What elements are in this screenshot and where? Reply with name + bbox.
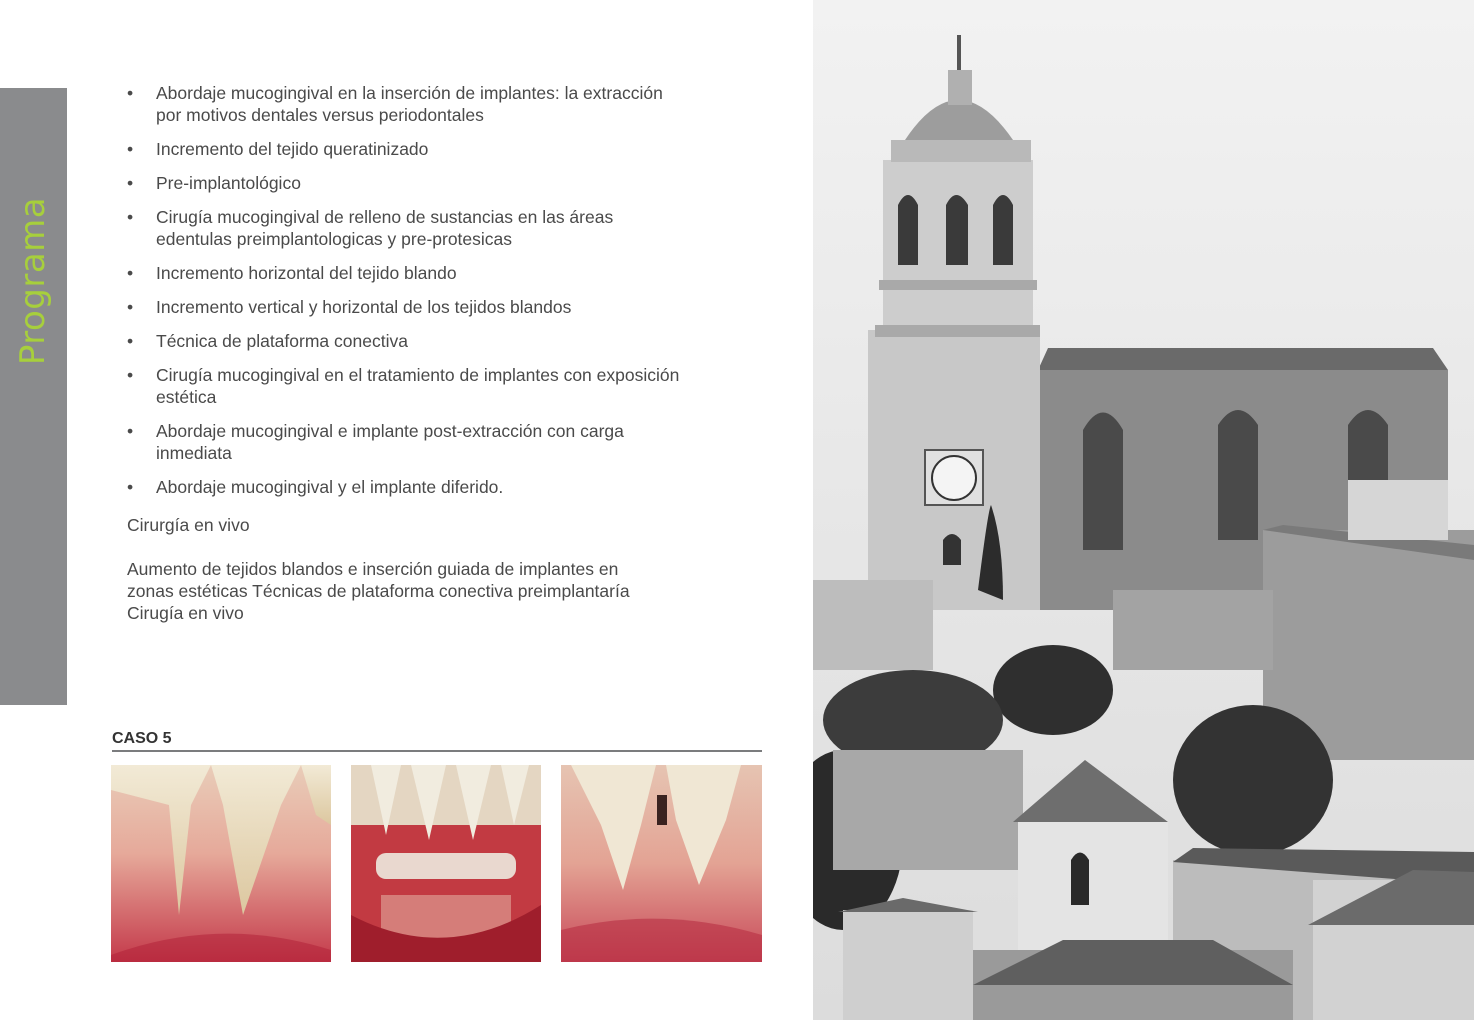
bullet-icon: • xyxy=(127,477,134,497)
case-photo-surgery xyxy=(351,765,541,962)
case-title: CASO 5 xyxy=(112,730,172,747)
bullet-icon: • xyxy=(127,297,134,317)
list-item xyxy=(127,262,687,284)
list-item-text: Incremento del tejido queratinizado xyxy=(156,139,429,159)
summary-line: Cirugía en vivo xyxy=(127,603,244,623)
list-item xyxy=(127,296,687,318)
bullet-icon: • xyxy=(127,173,134,193)
summary-line: Aumento de tejidos blandos e inserción guiada de implantes en xyxy=(127,559,619,579)
list-item xyxy=(127,82,687,126)
bullet-icon: • xyxy=(127,331,134,351)
list-item xyxy=(127,420,687,464)
list-item-text: Abordaje mucogingival en la inserción de implantes: la extracción por motivos dentales versus periodontales xyxy=(156,83,663,125)
bullet-icon: • xyxy=(127,83,134,103)
bullet-icon: • xyxy=(127,207,134,227)
case-photo-after xyxy=(561,765,762,962)
list-item-text: Incremento horizontal del tejido blando xyxy=(156,263,457,283)
live-surgery-text: Cirurgía en vivo xyxy=(127,515,250,535)
list-item xyxy=(127,138,687,160)
list-item-text: Abordaje mucogingival e implante post-extracción con carga inmediata xyxy=(156,421,624,463)
program-list xyxy=(127,82,687,498)
list-item-text: Cirugía mucogingival en el tratamiento de implantes con exposición estética xyxy=(156,365,680,407)
list-item-text: Técnica de plataforma conectiva xyxy=(156,331,408,351)
cathedral-photo xyxy=(813,0,1474,1020)
bullet-icon: • xyxy=(127,139,134,159)
list-item xyxy=(127,206,687,250)
list-item xyxy=(127,364,687,408)
sidebar-tab xyxy=(0,88,67,705)
bullet-icon: • xyxy=(127,421,134,441)
summary-line: zonas estéticas Técnicas de plataforma conectiva preimplantaría xyxy=(127,581,630,601)
program-section xyxy=(127,82,687,624)
case-photo-before xyxy=(111,765,331,962)
list-item-text: Incremento vertical y horizontal de los tejidos blandos xyxy=(156,297,572,317)
list-item-text: Abordaje mucogingival y el implante diferido. xyxy=(156,477,504,497)
case-header xyxy=(112,730,762,752)
list-item xyxy=(127,476,687,498)
list-item-text: Cirugía mucogingival de relleno de sustancias en las áreas edentulas preimplantologicas y pre-protesicas xyxy=(156,207,614,249)
summary-paragraph xyxy=(127,558,687,624)
bullet-icon: • xyxy=(127,365,134,385)
sidebar-title: Programa xyxy=(13,196,53,366)
list-item xyxy=(127,172,687,194)
bullet-icon: • xyxy=(127,263,134,283)
list-item-text: Pre-implantológico xyxy=(156,173,301,193)
list-item xyxy=(127,330,687,352)
